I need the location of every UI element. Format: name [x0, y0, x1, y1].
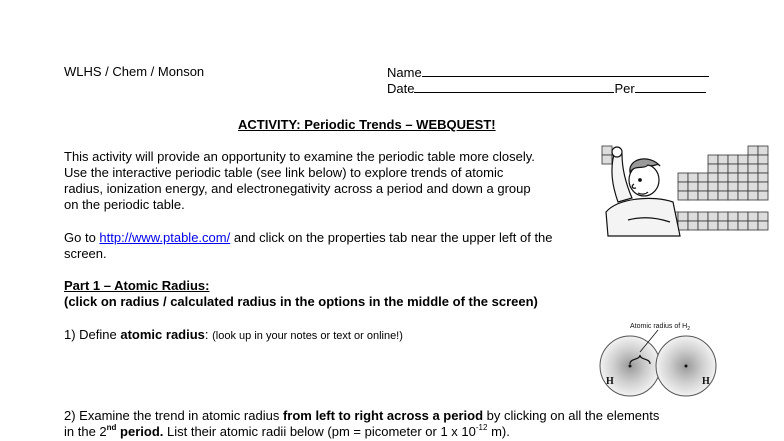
page-title: ACTIVITY: Periodic Trends – WEBQUEST!: [238, 117, 496, 132]
q2-l2b: period.: [116, 424, 164, 439]
intro-line-3: radius, ionization energy, and electronegativity across a period and down a group: [64, 181, 531, 196]
intro-line-4: on the periodic table.: [64, 197, 185, 212]
atom-label-left: H: [606, 376, 614, 387]
q2-prefix: 2) Examine the trend in atomic radius: [64, 408, 283, 423]
nucleus-left: [629, 365, 632, 368]
q2-suffix: by clicking on all the elements: [483, 408, 660, 423]
q2-exp: -12: [475, 422, 488, 432]
q1-term: atomic radius: [120, 327, 205, 342]
scientist-periodic-table-illustration: [598, 140, 776, 240]
intro-line-1: This activity will provide an opportunity to examine the periodic table more closely.: [64, 149, 535, 164]
part1-heading: Part 1 – Atomic Radius:: [64, 278, 210, 293]
goto-line: [64, 230, 553, 246]
q2-l2a: in the 2: [64, 424, 107, 439]
course-header: WLHS / Chem / Monson: [64, 64, 205, 79]
date-line: [414, 80, 614, 93]
goto-prefix: Go to: [64, 230, 100, 245]
atom-label-right: H: [702, 376, 710, 387]
scientist-icon: [606, 147, 680, 236]
goto-suffix: and click on the properties tab near the upper left of the: [230, 230, 553, 245]
question-1: [64, 327, 403, 344]
q1-prefix: 1) Define: [64, 327, 121, 342]
name-line: [422, 64, 709, 77]
q1-colon: :: [204, 327, 213, 342]
per-line: [635, 80, 706, 93]
name-label: Name: [387, 65, 422, 80]
intro-line-2: Use the interactive periodic table (see link below) to explore trends of atomic: [64, 165, 504, 180]
date-label: Date: [387, 81, 415, 96]
goto-line-2: screen.: [64, 246, 107, 261]
ptable-link[interactable]: http://www.ptable.com/: [99, 230, 231, 245]
q2-l2d: m).: [487, 424, 510, 439]
q2-l2c: List their atomic radii below (pm = picometer or 1 x 10: [163, 424, 476, 439]
diagram-title: Atomic radius of $H_2$: [630, 323, 690, 332]
date-per-field[interactable]: [387, 80, 706, 97]
q2-sup: nd: [106, 422, 117, 432]
part1-instruction: (click on radius / calculated radius in the options in the middle of the screen): [64, 294, 538, 309]
nucleus-right: [685, 365, 688, 368]
q1-note: (look up in your notes or text or online!): [212, 330, 403, 342]
question-2-line-2: [64, 424, 510, 440]
per-label: Per: [614, 81, 635, 96]
atomic-radius-diagram: [594, 318, 722, 400]
q2-bold: from left to right across a period: [282, 408, 484, 423]
name-field[interactable]: [387, 64, 709, 81]
question-2-line-1: [64, 408, 659, 424]
